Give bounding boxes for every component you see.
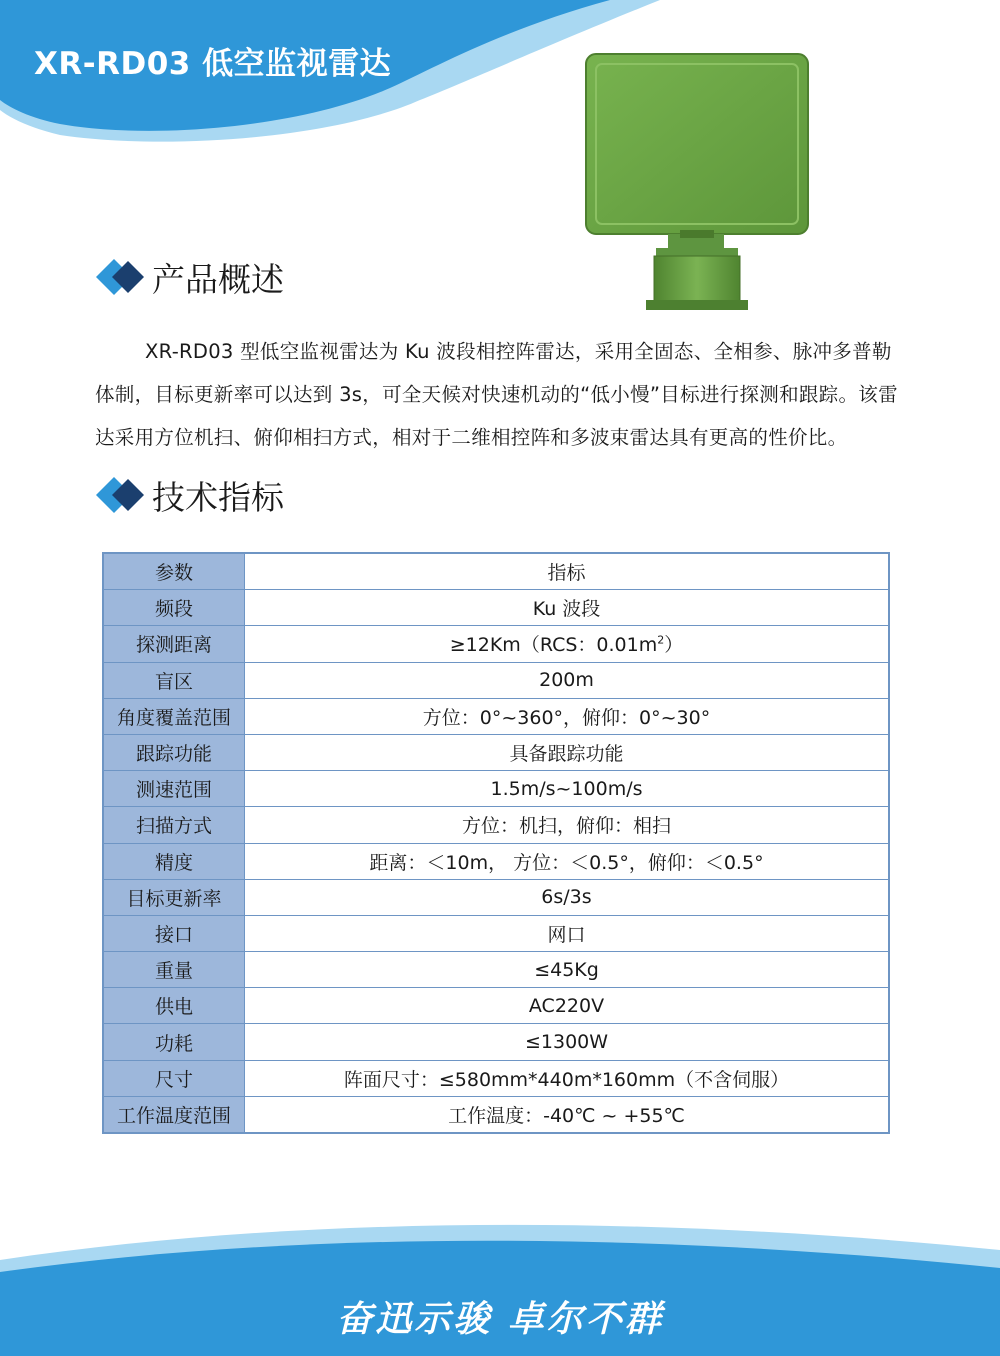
param-cell: 重量 <box>103 952 245 988</box>
value-cell: 距离：＜10m， 方位：＜0.5°，俯仰：＜0.5° <box>245 843 890 879</box>
table-row <box>103 662 889 698</box>
table-row <box>103 1060 889 1096</box>
table-row <box>103 734 889 770</box>
value-tail: ） <box>664 634 684 657</box>
value-cell: 阵面尺寸：≤580mm*440m*160mm（不含伺服） <box>245 1060 890 1096</box>
diamond-bullet-icon <box>96 257 148 297</box>
param-cell: 跟踪功能 <box>103 734 245 770</box>
param-cell: 供电 <box>103 988 245 1024</box>
param-cell: 频段 <box>103 590 245 626</box>
param-cell: 功耗 <box>103 1024 245 1060</box>
overview-title: 产品概述 <box>152 259 284 299</box>
param-cell: 盲区 <box>103 662 245 698</box>
value-cell: 网口 <box>245 915 890 951</box>
table-row <box>103 952 889 988</box>
value-cell: 1.5m/s~100m/s <box>245 771 890 807</box>
diamond-bullet-icon <box>96 475 148 515</box>
param-cell: 目标更新率 <box>103 879 245 915</box>
value-cell: Ku 波段 <box>245 590 890 626</box>
table-row <box>103 879 889 915</box>
value-text: ≥12Km（RCS：0.01m <box>449 634 658 657</box>
param-cell: 精度 <box>103 843 245 879</box>
value-cell: 具备跟踪功能 <box>245 734 890 770</box>
value-cell: 6s/3s <box>245 879 890 915</box>
param-cell: 扫描方式 <box>103 807 245 843</box>
table-row <box>103 843 889 879</box>
table-row <box>103 698 889 734</box>
param-cell: 探测距离 <box>103 626 245 662</box>
specs-heading <box>96 470 284 520</box>
page-title: XR-RD03 低空监视雷达 <box>34 46 392 82</box>
param-cell: 接口 <box>103 915 245 951</box>
value-cell: 200m <box>245 662 890 698</box>
header-value: 指标 <box>245 553 890 590</box>
value-cell: ≤45Kg <box>245 952 890 988</box>
radar-image <box>580 50 812 312</box>
param-cell: 测速范围 <box>103 771 245 807</box>
value-cell: 方位：机扫，俯仰：相扫 <box>245 807 890 843</box>
value-cell: 工作温度：-40℃ ~ +55℃ <box>245 1096 890 1133</box>
table-header-row <box>103 553 889 590</box>
overview-paragraph: XR-RD03 型低空监视雷达为 Ku 波段相控阵雷达，采用全固态、全相参、脉冲多普勒体制，目标更新率可以达到 3s，可全天候对快速机动的“低小慢”目标进行探测和跟踪。该雷达采用方位机扫、俯仰相扫方式，相对于二维相控阵和多波束雷达具有更高的性价比。 <box>95 340 898 449</box>
param-cell: 角度覆盖范围 <box>103 698 245 734</box>
value-superscript: 2 <box>657 634 665 648</box>
table-row <box>103 988 889 1024</box>
table-row <box>103 915 889 951</box>
spec-table <box>102 552 890 1134</box>
table-row <box>103 626 889 662</box>
param-cell: 工作温度范围 <box>103 1096 245 1133</box>
table-row <box>103 807 889 843</box>
value-cell: ≤1300W <box>245 1024 890 1060</box>
table-row <box>103 1024 889 1060</box>
table-row <box>103 590 889 626</box>
value-cell: AC220V <box>245 988 890 1024</box>
specs-title: 技术指标 <box>152 477 284 517</box>
footer-slogan: 奋迅示骏 卓尔不群 <box>336 1299 664 1340</box>
value-cell: 方位：0°~360°，俯仰：0°~30° <box>245 698 890 734</box>
param-cell: 尺寸 <box>103 1060 245 1096</box>
header-param: 参数 <box>103 553 245 590</box>
table-row <box>103 771 889 807</box>
overview-heading <box>96 252 284 302</box>
value-cell <box>245 626 890 662</box>
table-row <box>103 1096 889 1133</box>
